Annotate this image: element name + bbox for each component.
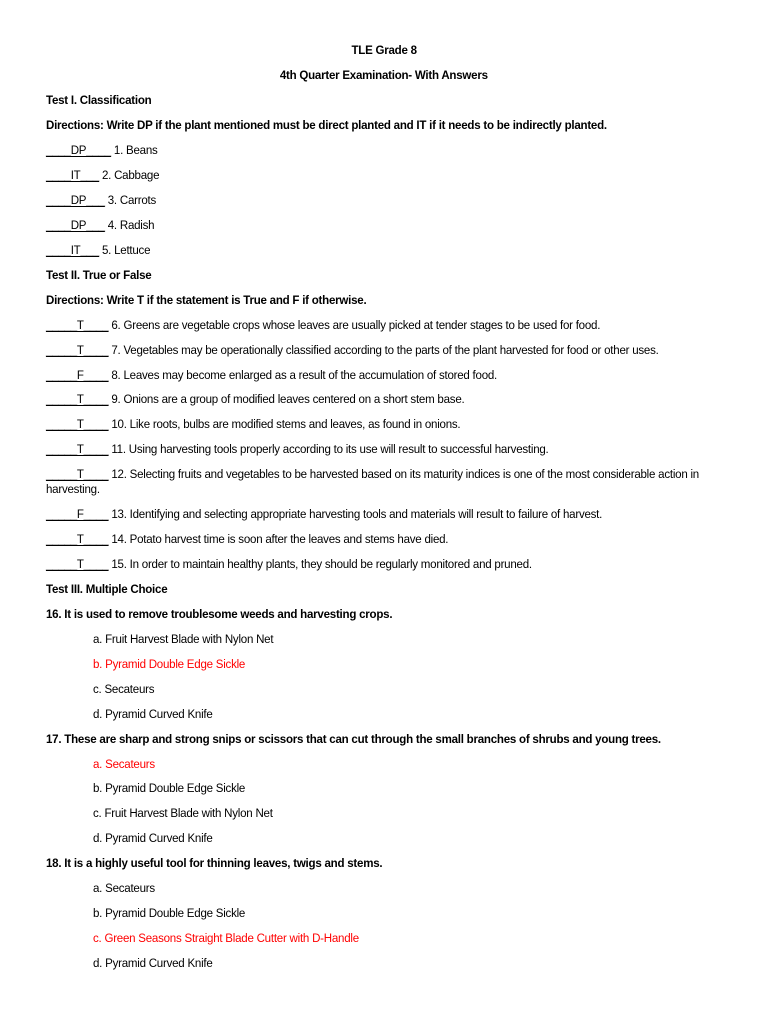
q16-option-c: c. Secateurs (93, 682, 155, 696)
answer-blank: ____DP___ (46, 193, 105, 207)
item-text: 1. Beans (110, 143, 158, 157)
question-18: 18. It is a highly useful tool for thinning leaves, twigs and stems. (46, 856, 383, 870)
item-text: 7. Vegetables may be operationally classified according to the parts of the plant harvested for food or other uses. (108, 343, 659, 357)
answer-blank: _____T____ (46, 343, 109, 357)
q17-option-c: c. Fruit Harvest Blade with Nylon Net (93, 806, 273, 820)
doc-title: TLE Grade 8 (351, 43, 417, 57)
item-text: 11. Using harvesting tools properly according to its use will result to successful harvesting. (108, 442, 549, 456)
q18-option-d: d. Pyramid Curved Knife (93, 956, 213, 970)
question-16: 16. It is used to remove troublesome weeds and harvesting crops. (46, 607, 393, 621)
test2-item-8 (46, 368, 497, 383)
answer-blank: _____T____ (46, 442, 109, 456)
q17-option-a-answer: a. Secateurs (93, 757, 155, 771)
item-text: 2. Cabbage (99, 168, 160, 182)
q18-option-a: a. Secateurs (93, 881, 155, 895)
test2-item-15 (46, 557, 532, 572)
test2-item-7 (46, 343, 659, 358)
test1-item-1 (46, 143, 158, 158)
test2-item-11 (46, 442, 549, 457)
answer-blank: _____T____ (46, 318, 109, 332)
test1-item-2 (46, 168, 159, 183)
answer-blank: ____DP___ (46, 218, 105, 232)
item-text: 6. Greens are vegetable crops whose leaves are usually picked at tender stages to be used for food. (108, 318, 601, 332)
item-text: 9. Onions are a group of modified leaves centered on a short stem base. (108, 392, 465, 406)
answer-blank: _____T____ (46, 467, 109, 481)
q17-option-b: b. Pyramid Double Edge Sickle (93, 781, 246, 795)
q17-option-d: d. Pyramid Curved Knife (93, 831, 213, 845)
item-text: 15. In order to maintain healthy plants, they should be regularly monitored and pruned. (108, 557, 532, 571)
item-text: 8. Leaves may become enlarged as a result of the accumulation of stored food. (108, 368, 498, 382)
answer-blank: ____IT___ (46, 168, 100, 182)
answer-blank: _____F____ (46, 368, 109, 382)
test2-item-6 (46, 318, 600, 333)
test2-item-13 (46, 507, 602, 522)
q16-option-b-answer: b. Pyramid Double Edge Sickle (93, 657, 246, 671)
test1-item-3 (46, 193, 156, 208)
test2-item-10 (46, 417, 460, 432)
answer-blank: ____IT___ (46, 243, 100, 257)
answer-blank: _____F____ (46, 507, 109, 521)
test1-heading: Test I. Classification (46, 93, 152, 107)
test2-item-12 (46, 467, 716, 497)
test2-heading: Test II. True or False (46, 268, 152, 282)
test1-item-5 (46, 243, 150, 258)
test3-heading: Test III. Multiple Choice (46, 582, 168, 596)
item-text: 4. Radish (104, 218, 155, 232)
q16-option-d: d. Pyramid Curved Knife (93, 707, 213, 721)
test2-directions: Directions: Write T if the statement is True and F if otherwise. (46, 293, 367, 307)
item-text: 14. Potato harvest time is soon after the leaves and stems have died. (108, 532, 449, 546)
q16-option-a: a. Fruit Harvest Blade with Nylon Net (93, 632, 274, 646)
item-text: 12. Selecting fruits and vegetables to be harvested based on its maturity indices is one of the most considerable action in harvesting. (46, 467, 699, 496)
item-text: 10. Like roots, bulbs are modified stems and leaves, as found in onions. (108, 417, 461, 431)
test2-item-14 (46, 532, 448, 547)
item-text: 3. Carrots (104, 193, 157, 207)
q18-option-b: b. Pyramid Double Edge Sickle (93, 906, 246, 920)
answer-blank: _____T____ (46, 532, 109, 546)
test2-item-9 (46, 392, 464, 407)
doc-subtitle: 4th Quarter Examination- With Answers (280, 68, 488, 82)
answer-blank: _____T____ (46, 392, 109, 406)
answer-blank: _____T____ (46, 557, 109, 571)
item-text: 5. Lettuce (99, 243, 151, 257)
answer-blank: ____DP____ (46, 143, 111, 157)
q18-option-c-answer: c. Green Seasons Straight Blade Cutter with D-Handle (93, 931, 359, 945)
test1-directions: Directions: Write DP if the plant mentioned must be direct planted and IT if it needs to be indirectly planted. (46, 118, 607, 132)
question-17: 17. These are sharp and strong snips or scissors that can cut through the small branches of shrubs and young trees. (46, 732, 661, 746)
item-text: 13. Identifying and selecting appropriate harvesting tools and materials will result to failure of harvest. (108, 507, 603, 521)
test1-item-4 (46, 218, 154, 233)
answer-blank: _____T____ (46, 417, 109, 431)
